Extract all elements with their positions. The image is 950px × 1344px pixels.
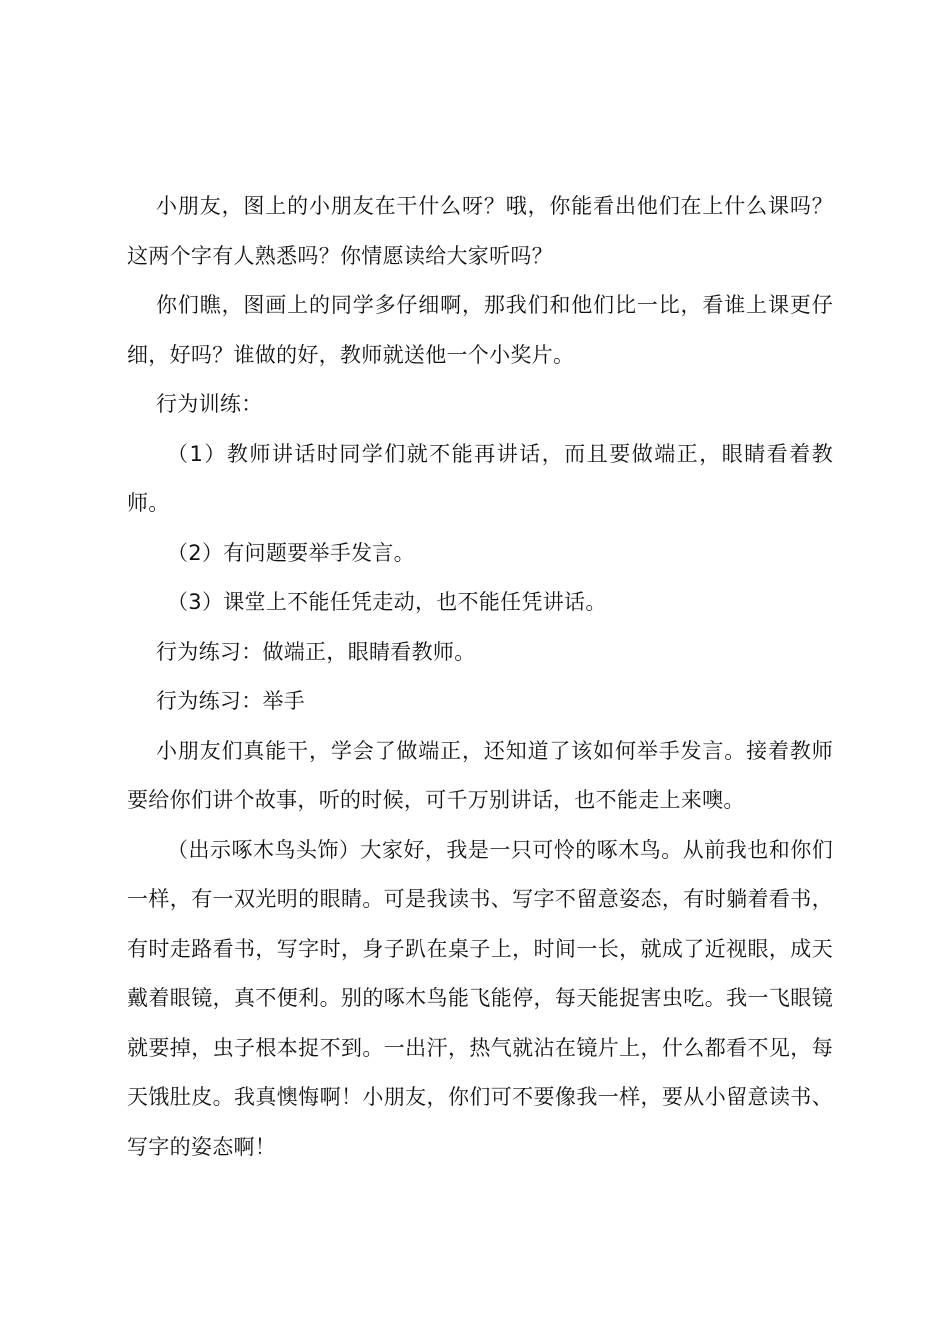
paragraph-story-intro: 小朋友们真能干，学会了做端正，还知道了该如何举手发言。接着教师要给你们讲个故事，听的时候，可千万别讲话，也不能走上来噢。 (127, 738, 833, 812)
paragraph-practice-sitting: 行为练习：做端正，眼睛看教师。 (156, 639, 476, 664)
paragraph-woodpecker-story: （出示啄木鸟头饰）大家好，我是一只可怜的啄木鸟。从前我也和你们一样，有一双光明的眼睛。可是我读书、写字不留意姿态，有时躺着看书，有时走路看书，写字时，身子趴在桌子上，时间一长，就成了近视眼，成天戴着眼镜，真不便利。别的啄木鸟能飞能停，每天能捉害虫吃。我一飞眼镜就要掉，虫子根本捉不到。一出汗，热气就沾在镜片上，什么都看不见，每天饿肚皮。我真懊悔啊！小朋友，你们可不要像我一样，要从小留意读书、写字的姿态啊！ (127, 837, 833, 1159)
paragraph-rule-2: （2）有问题要举手发言。 (167, 540, 415, 565)
paragraph-rule-1: （1）教师讲话时同学们就不能再讲话，而且要做端正，眼睛看着教师。 (127, 441, 833, 515)
paragraph-compare-classmates: 你们瞧，图画上的同学多仔细啊，那我们和他们比一比，看谁上课更仔细，好吗？谁做的好，教师就送他一个小奖片。 (127, 293, 833, 367)
paragraph-rule-3: （3）课堂上不能任凭走动，也不能任凭讲话。 (167, 590, 607, 614)
paragraph-intro-question: 小朋友，图上的小朋友在干什么呀？哦，你能看出他们在上什么课吗？这两个字有人熟悉吗？你情愿读给大家听吗？ (127, 194, 833, 268)
document-body (127, 182, 833, 1172)
paragraph-behavior-training-heading: 行为训练： (156, 392, 263, 416)
paragraph-practice-hand-raising: 行为练习：举手 (156, 689, 306, 713)
